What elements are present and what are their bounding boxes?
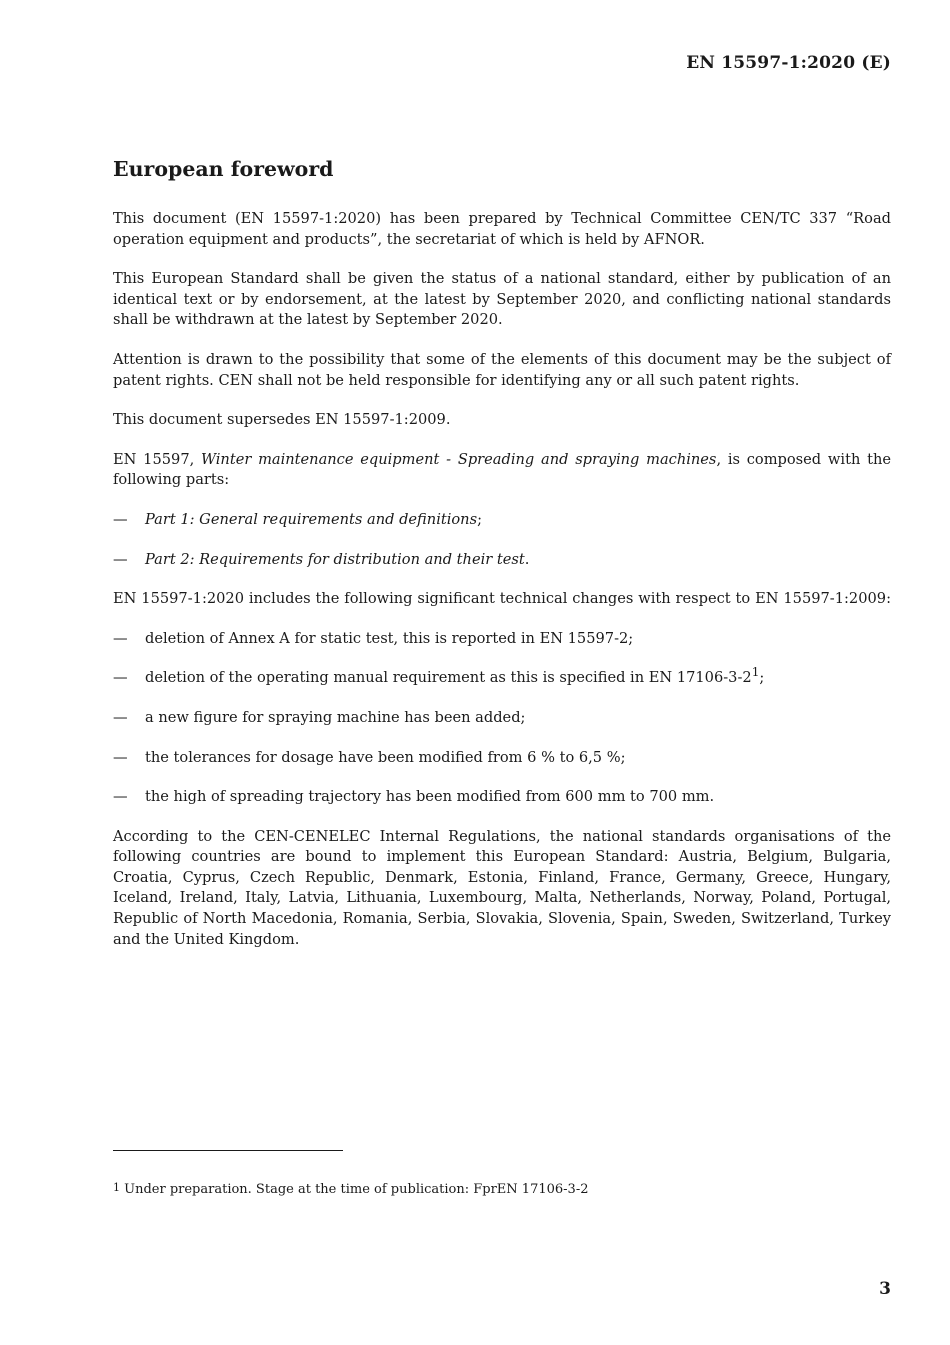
change-3-text: a new figure for spraying machine has been added; (145, 708, 526, 726)
paragraph-supersedes: This document supersedes EN 15597-1:2009. (113, 411, 451, 429)
dash-marker: — (113, 669, 128, 687)
dash-marker: — (113, 550, 128, 568)
list-item-change-2 (113, 665, 891, 689)
part-1-suffix: ; (477, 510, 482, 528)
dash-marker: — (113, 510, 128, 528)
composition-suffix: , is composed with the following parts: (113, 450, 892, 489)
page-number: 3 (879, 1279, 891, 1299)
dash-marker: — (113, 748, 128, 766)
list-item-change-1 (113, 629, 891, 650)
change-2-text: deletion of the operating manual requirement as this is specified in EN 17106-3-2 (145, 669, 752, 687)
part-2-suffix: . (524, 550, 530, 568)
footnote-text: Under preparation. Stage at the time of publication: FprEN 17106-3-2 (120, 1182, 589, 1197)
composition-title: Winter maintenance equipment - Spreading and spraying machines (201, 450, 717, 468)
list-item-change-3 (113, 708, 891, 729)
list-item-change-4 (113, 748, 891, 769)
part-1-title: Part 1: General requirements and definitions (145, 510, 478, 528)
page-title: European foreword (113, 157, 334, 181)
paragraph-patent: Attention is drawn to the possibility that some of the elements of this document may be the subject of patent rights. CEN shall not be held responsible for identifying any or all such patent rights. (113, 350, 891, 389)
list-item-part-2 (113, 550, 891, 571)
footnote (113, 1181, 589, 1199)
part-2-title: Part 2: Requirements for distribution and their test (145, 550, 525, 568)
change-5-text: the high of spreading trajectory has been modified from 600 mm to 700 mm. (145, 788, 715, 806)
list-item-change-5 (113, 787, 891, 808)
footnote-number: 1 (113, 1181, 120, 1194)
change-2-suffix: ; (759, 669, 765, 687)
change-4-text: the tolerances for dosage have been modified from 6 % to 6,5 %; (145, 748, 626, 766)
dash-marker: — (113, 788, 128, 806)
composition-prefix: EN 15597, (113, 450, 202, 468)
dash-marker: — (113, 708, 128, 726)
foreword-section (113, 155, 891, 969)
paragraph-countries: According to the CEN-CENELEC Internal Regulations, the national standards organisations of the following countries are bound to implement this European Standard: Austria, Belgium, Bulgaria, Croatia, Cyprus, Czech Republic, Denmark, Estonia, Finland, France, Germany, Greece, Hungary, Iceland, Ireland, Italy, Latvia, Lithuania, Luxembourg, Malta, Netherlands, Norway, Poland, Portugal, Republic of North Macedonia, Romania, Serbia, Slovakia, Slovenia, Spain, Sweden, Switzerland, Turkey and the United Kingdom. (113, 827, 891, 948)
paragraph-status: This European Standard shall be given the status of a national standard, either by publication of an identical text or by endorsement, at the latest by September 2020, and conflicting national standards shall be withdrawn at the latest by September 2020. (113, 270, 891, 329)
list-item-part-1 (113, 510, 891, 531)
footnote-reference[interactable]: 1 (751, 665, 760, 680)
dash-marker: — (113, 629, 128, 647)
paragraph-composition (113, 450, 891, 491)
change-1-text: deletion of Annex A for static test, this is reported in EN 15597-2; (145, 629, 634, 647)
paragraph-changes-intro: EN 15597-1:2020 includes the following significant technical changes with respect to EN 15597-1:2009: (113, 590, 891, 608)
paragraph-preparation: This document (EN 15597-1:2020) has been prepared by Technical Committee CEN/TC 337 “Road operation equipment and products”, the secretariat of which is held by AFNOR. (113, 210, 891, 248)
footnote-divider (113, 1150, 343, 1151)
document-id-header: EN 15597-1:2020 (E) (686, 53, 891, 73)
